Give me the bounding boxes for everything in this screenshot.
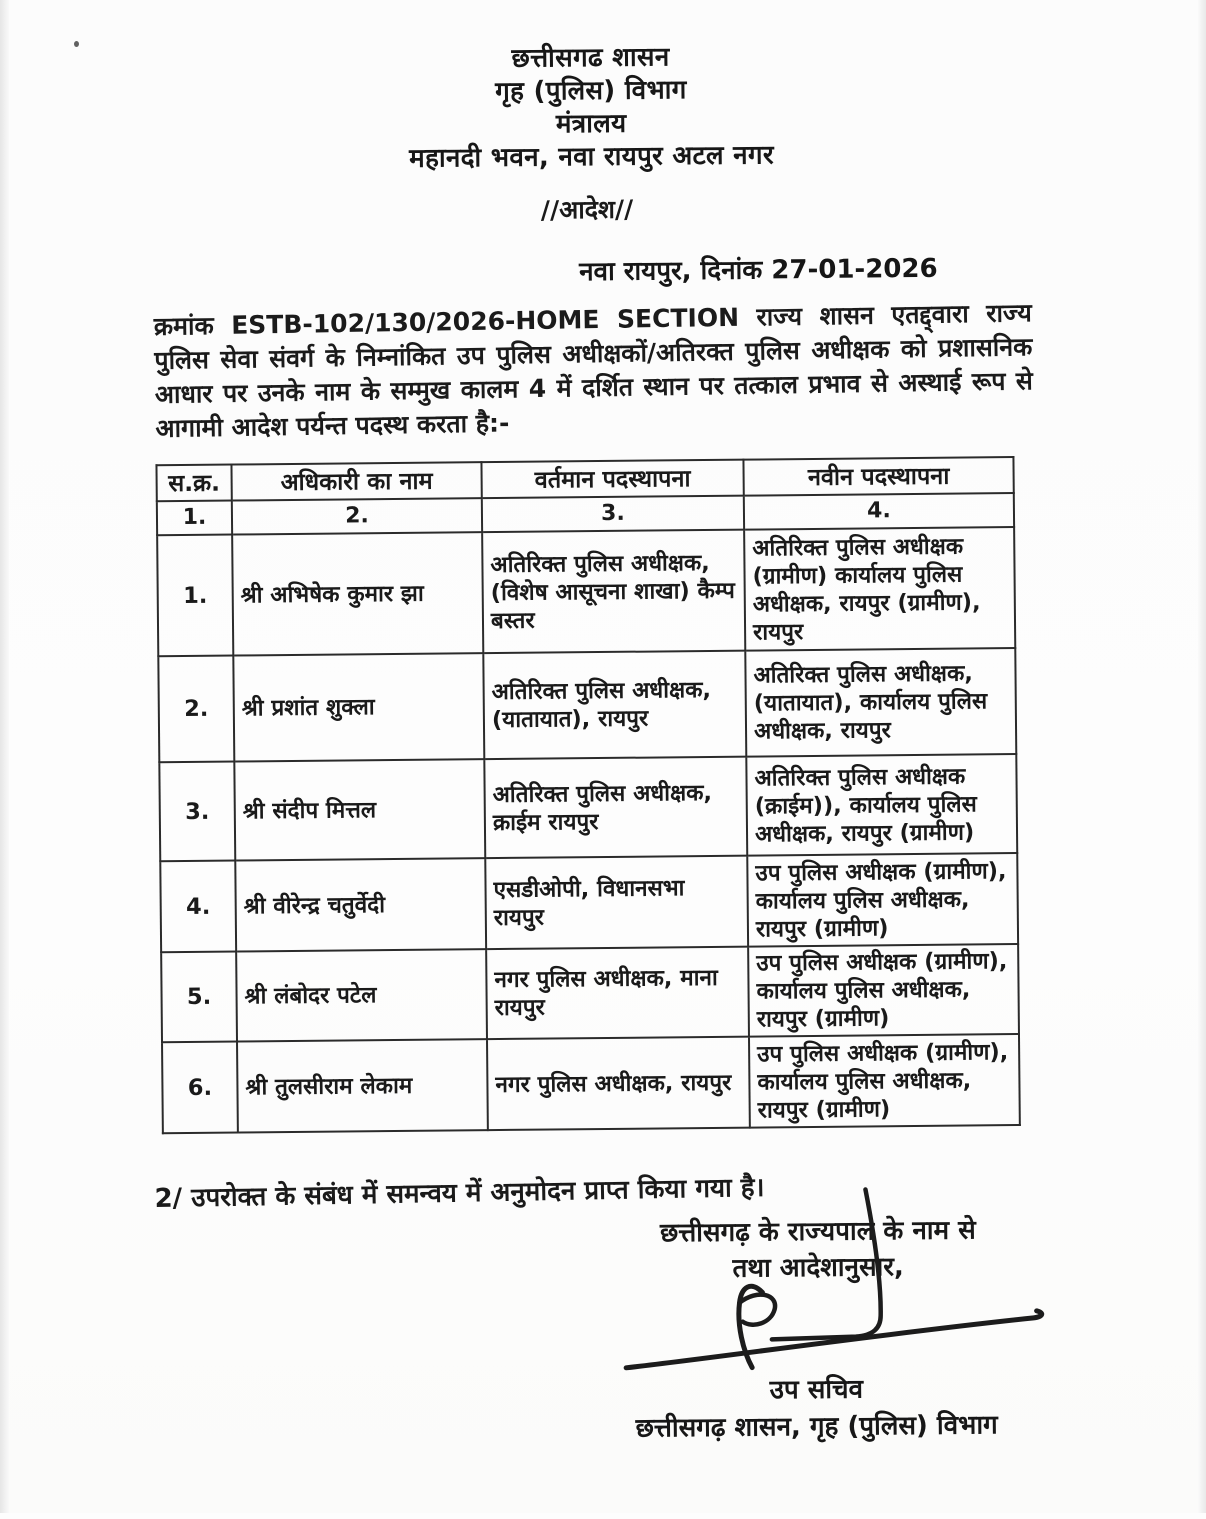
row-sno: 4.	[160, 861, 236, 953]
letterhead	[0, 36, 1189, 179]
row-officer-name: श्री लंबोदर पटेल	[236, 949, 487, 1041]
row-officer-name: श्री तुलसीराम लेकाम	[237, 1039, 488, 1132]
signature	[584, 1165, 1076, 1390]
header-sno: स.क्र.	[156, 465, 231, 502]
signatory-block	[566, 1370, 1067, 1449]
column-number-3: 3.	[482, 496, 744, 533]
row-current-posting: नगर पुलिस अधीक्षक, रायपुर	[487, 1037, 750, 1131]
table-row	[159, 754, 1017, 861]
signatory-department: छत्तीसगढ़ शासन, गृह (पुलिस) विभाग	[635, 1410, 998, 1444]
row-current-posting: अतिरिक्त पुलिस अधीक्षक, (यातायात), रायपुर	[483, 651, 746, 760]
order-title: //आदेश//	[540, 194, 634, 225]
table-row	[161, 944, 1019, 1042]
table-row	[157, 527, 1015, 656]
row-sno: 5.	[161, 952, 237, 1043]
row-new-posting: उप पुलिस अधीक्षक (ग्रामीण), कार्यालय पुलिस अधीक्षक, रायपुर (ग्रामीण)	[748, 944, 1019, 1037]
row-officer-name: श्री संदीप मित्तल	[234, 759, 485, 860]
row-sno: 6.	[162, 1042, 238, 1134]
row-sno: 1.	[157, 535, 233, 657]
row-current-posting: नगर पुलिस अधीक्षक, माना रायपुर	[486, 947, 749, 1040]
table-row	[160, 853, 1018, 952]
header-officer-name: अधिकारी का नाम	[231, 462, 481, 500]
authority-line-1: छत्तीसगढ़ के राज्यपाल के नाम से	[659, 1215, 976, 1249]
signature-scribble	[584, 1165, 1076, 1390]
order-body-paragraph: क्रमांक ESTB-102/130/2026-HOME SECTION राज्य शासन एतद्द्वारा राज्य पुलिस सेवा संवर्ग के निम्नांकित उप पुलिस अधीक्षकों/अतिरक्त पुलिस अधीक्षक को प्रशासनिक आधार पर उनके नाम के सम्मुख कालम 4 में दर्शित स्थान पर तत्काल प्रभाव से अस्थाई रूप से आगामी आदेश पर्यन्त पदस्थ करता है:-	[153, 298, 1034, 443]
row-current-posting: अतिरिक्त पुलिस अधीक्षक, क्राईम रायपुर	[484, 757, 747, 859]
row-sno: 3.	[159, 762, 235, 862]
authority-line-2: तथा आदेशानुसार,	[732, 1252, 904, 1284]
column-number-4: 4.	[744, 493, 1014, 530]
column-number-2: 2.	[232, 498, 482, 534]
approval-note: 2/ उपरोक्त के संबंध में समन्वय में अनुमोदन प्राप्त किया गया है।	[154, 1172, 765, 1214]
column-number-1: 1.	[157, 501, 232, 536]
letterhead-department: गृह (पुलिस) विभाग	[495, 75, 687, 108]
row-new-posting: अतिरिक्त पुलिस अधीक्षक (ग्रामीण) कार्यालय पुलिस अधीक्षक, रायपुर (ग्रामीण), रायपुर	[744, 527, 1015, 651]
signatory-title: उप सचिव	[769, 1374, 864, 1406]
transfer-table	[155, 456, 1020, 1134]
row-new-posting: अतिरिक्त पुलिस अधीक्षक, (यातायात), कार्यालय पुलिस अधीक्षक, रायपुर	[745, 648, 1016, 757]
row-new-posting: उप पुलिस अधीक्षक (ग्रामीण), कार्यालय पुलिस अधीक्षक, रायपुर (ग्रामीण)	[747, 853, 1018, 947]
table-row	[158, 648, 1016, 762]
letterhead-ministry: मंत्रालय	[555, 108, 627, 140]
row-sno: 2.	[158, 656, 234, 763]
place-date-line: नवा रायपुर, दिनांक 27-01-2026	[579, 253, 938, 288]
row-current-posting: एसडीओपी, विधानसभा रायपुर	[485, 856, 748, 950]
row-new-posting: अतिरिक्त पुलिस अधीक्षक (क्राईम)), कार्यालय पुलिस अधीक्षक, रायपुर (ग्रामीण)	[746, 754, 1017, 856]
table-row	[162, 1034, 1020, 1133]
letterhead-government: छत्तीसगढ शासन	[511, 42, 670, 74]
header-new-posting: नवीन पदस्थापना	[743, 457, 1013, 496]
row-current-posting: अतिरिक्त पुलिस अधीक्षक, (विशेष आसूचना शाखा) कैम्प बस्तर	[482, 530, 745, 654]
row-officer-name: श्री प्रशांत शुक्ला	[233, 653, 484, 761]
letterhead-address: महानदी भवन, नवा रायपुर अटल नगर	[409, 140, 774, 174]
row-new-posting: उप पुलिस अधीक्षक (ग्रामीण), कार्यालय पुलिस अधीक्षक, रायपुर (ग्रामीण)	[749, 1034, 1020, 1128]
row-officer-name: श्री अभिषेक कुमार झा	[232, 532, 483, 655]
header-current-posting: वर्तमान पदस्थापना	[481, 460, 743, 499]
row-officer-name: श्री वीरेन्द्र चतुर्वेदी	[235, 858, 486, 951]
